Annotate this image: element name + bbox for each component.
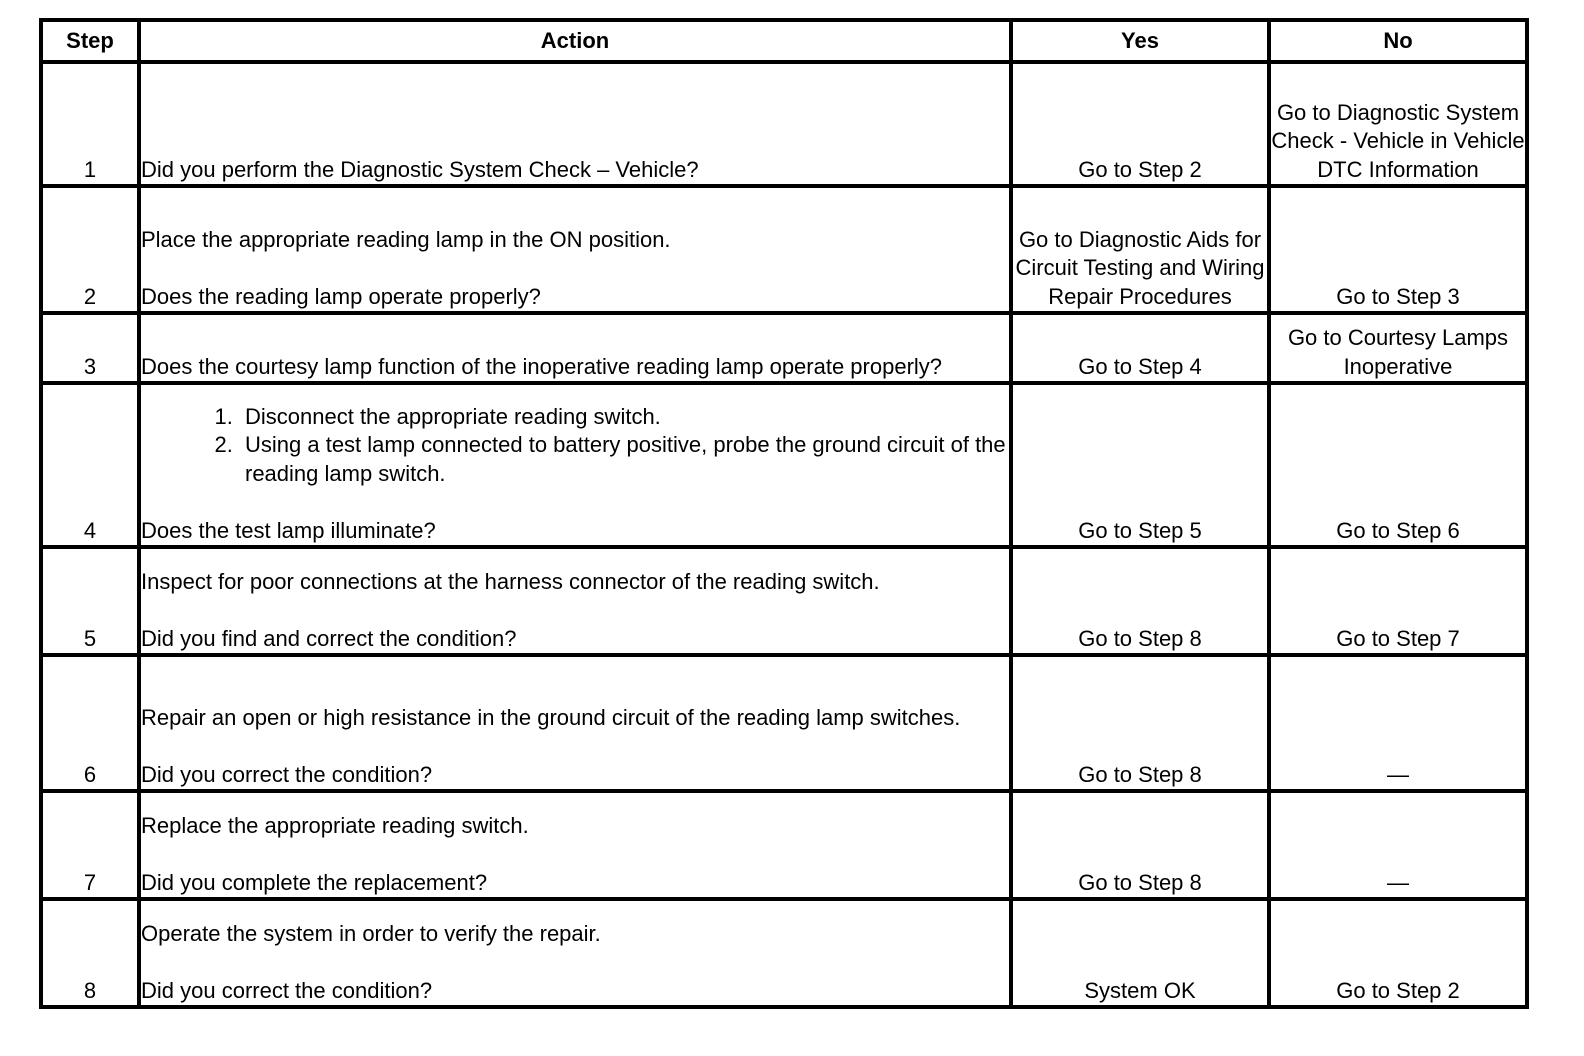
no-cell: —: [1269, 655, 1527, 791]
table-row: [41, 791, 1527, 899]
action-question: Does the test lamp illuminate?: [141, 517, 436, 543]
step-number: 6: [41, 655, 139, 791]
action-question: Did you correct the condition?: [141, 761, 433, 787]
yes-cell: Go to Step 5: [1011, 383, 1269, 547]
list-item: 1. Disconnect the appropriate reading switch.: [239, 403, 1009, 432]
step-number: 7: [41, 791, 139, 899]
table-row: [41, 62, 1527, 186]
table-row: [41, 899, 1527, 1007]
diagnostic-table-container: [39, 18, 1529, 1009]
action-text: Did you perform the Diagnostic System Check – Vehicle?: [141, 156, 699, 182]
header-row: [41, 20, 1527, 62]
action-cell: [139, 655, 1011, 791]
table-row: [41, 547, 1527, 655]
yes-cell: Go to Diagnostic Aids for Circuit Testing and Wiring Repair Procedures: [1011, 186, 1269, 313]
action-cell: [139, 186, 1011, 313]
yes-cell: Go to Step 8: [1011, 791, 1269, 899]
action-text: Place the appropriate reading lamp in the ON position.: [141, 226, 671, 252]
action-question: Did you complete the replacement?: [141, 869, 488, 895]
step-number: 4: [41, 383, 139, 547]
yes-cell: Go to Step 8: [1011, 547, 1269, 655]
action-text: Does the courtesy lamp function of the inoperative reading lamp operate properly?: [141, 353, 943, 379]
action-question: Did you correct the condition?: [141, 977, 433, 1003]
action-steps-list: [141, 403, 1009, 489]
action-cell: [139, 383, 1011, 547]
action-question: Does the reading lamp operate properly?: [141, 283, 541, 309]
yes-cell: Go to Step 8: [1011, 655, 1269, 791]
header-no: No: [1269, 20, 1527, 62]
action-text: Operate the system in order to verify the repair.: [141, 920, 601, 946]
no-cell: Go to Step 7: [1269, 547, 1527, 655]
action-text: Replace the appropriate reading switch.: [141, 812, 529, 838]
step-number: 5: [41, 547, 139, 655]
action-text: Inspect for poor connections at the harness connector of the reading switch.: [141, 568, 880, 594]
yes-cell: System OK: [1011, 899, 1269, 1007]
no-cell: Go to Diagnostic System Check - Vehicle in Vehicle DTC Information: [1269, 62, 1527, 186]
table-row: [41, 313, 1527, 383]
no-cell: Go to Step 6: [1269, 383, 1527, 547]
action-cell: [139, 62, 1011, 186]
action-text: Repair an open or high resistance in the ground circuit of the reading lamp switches.: [141, 704, 961, 730]
header-step: Step: [41, 20, 139, 62]
no-cell: —: [1269, 791, 1527, 899]
table-row: [41, 383, 1527, 547]
yes-cell: Go to Step 4: [1011, 313, 1269, 383]
no-cell: Go to Courtesy Lamps Inoperative: [1269, 313, 1527, 383]
no-cell: Go to Step 2: [1269, 899, 1527, 1007]
yes-cell: Go to Step 2: [1011, 62, 1269, 186]
list-item: 2. Using a test lamp connected to battery positive, probe the ground circuit of the reading lamp switch.: [239, 431, 1009, 488]
action-cell: [139, 899, 1011, 1007]
action-question: Did you find and correct the condition?: [141, 625, 517, 651]
action-cell: [139, 791, 1011, 899]
action-cell: [139, 313, 1011, 383]
table-row: [41, 186, 1527, 313]
no-cell: Go to Step 3: [1269, 186, 1527, 313]
table-row: [41, 655, 1527, 791]
step-number: 2: [41, 186, 139, 313]
step-number: 8: [41, 899, 139, 1007]
step-number: 3: [41, 313, 139, 383]
step-number: 1: [41, 62, 139, 186]
header-yes: Yes: [1011, 20, 1269, 62]
diagnostic-table: [39, 18, 1529, 1009]
header-action: Action: [139, 20, 1011, 62]
action-cell: [139, 547, 1011, 655]
